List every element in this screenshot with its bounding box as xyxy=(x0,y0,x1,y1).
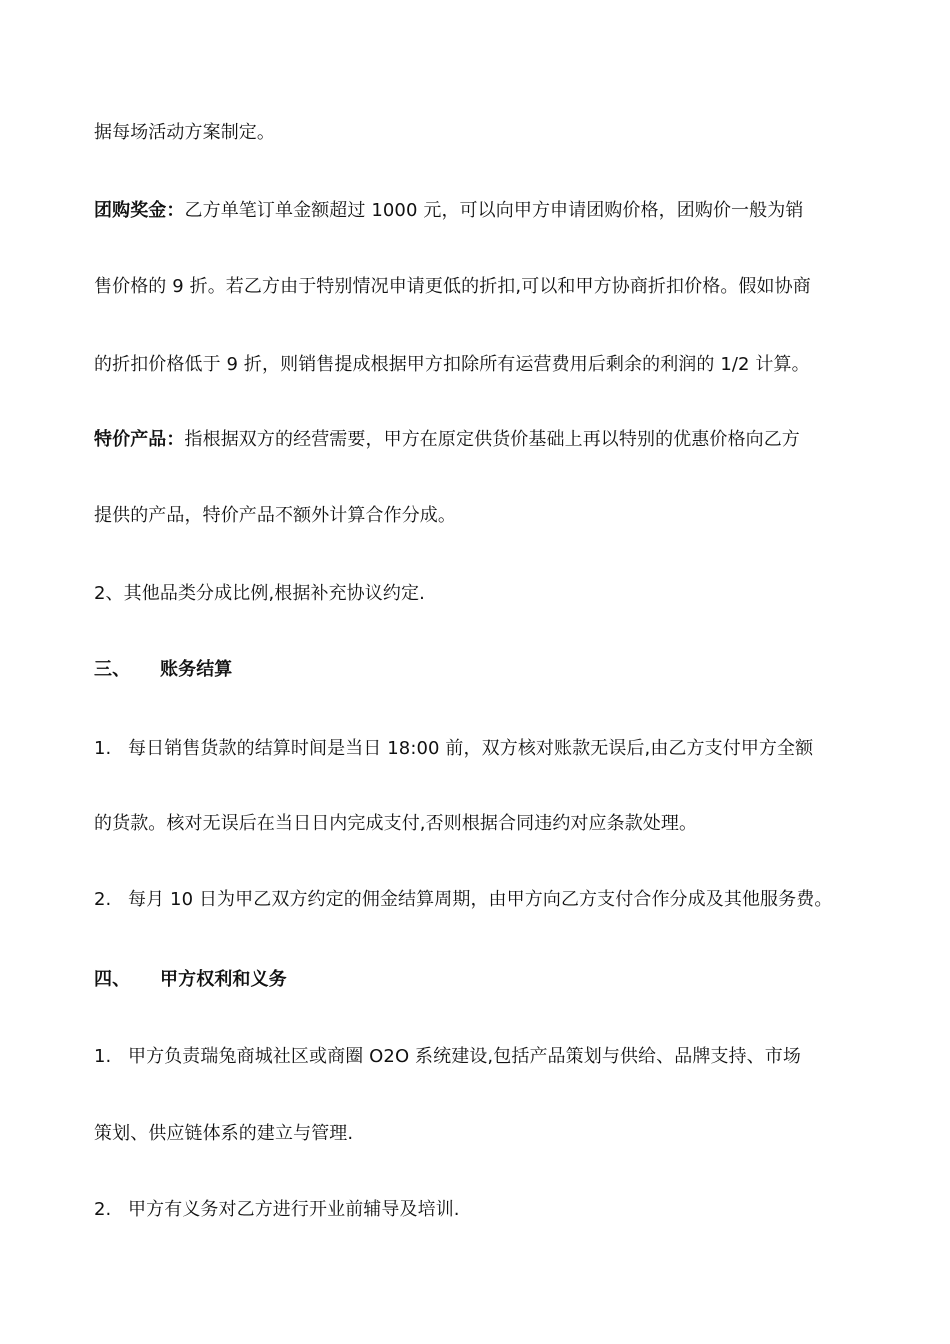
list-number: 1. xyxy=(94,738,112,759)
paragraph-line xyxy=(94,121,864,145)
paragraph-line xyxy=(94,353,864,377)
text: 售价格的 9 折。若乙方由于特别情况申请更低的折扣,可以和甲方协商折扣价格。假如协商 xyxy=(94,276,811,297)
list-number: 2. xyxy=(94,889,112,910)
text: 2、其他品类分成比例,根据补充协议约定. xyxy=(94,583,425,604)
paragraph-line xyxy=(94,275,864,299)
list-item xyxy=(94,1198,864,1222)
section-heading-3 xyxy=(94,658,864,682)
list-number: 2. xyxy=(94,1199,112,1220)
paragraph-line xyxy=(94,504,864,528)
group-bonus-paragraph xyxy=(94,199,864,223)
section-title: 甲方权利和义务 xyxy=(160,969,287,990)
paragraph-line xyxy=(94,1122,864,1146)
text: 的货款。核对无误后在当日日内完成支付,否则根据合同违约对应条款处理。 xyxy=(94,813,698,834)
special-product-label: 特价产品： xyxy=(94,429,185,450)
text: 据每场活动方案制定。 xyxy=(94,122,275,143)
text: 每月 10 日为甲乙双方约定的佣金结算周期，由甲方向乙方支付合作分成及其他服务费。 xyxy=(128,889,833,910)
section-number: 四、 xyxy=(94,969,131,990)
text: 甲方负责瑞兔商城社区或商圈 O2O 系统建设,包括产品策划与供给、品牌支持、市场 xyxy=(128,1046,801,1067)
group-bonus-label: 团购奖金： xyxy=(94,200,185,221)
list-number: 1. xyxy=(94,1046,112,1067)
text: 乙方单笔订单金额超过 1000 元，可以向甲方申请团购价格，团购价一般为销 xyxy=(184,200,804,221)
special-product-paragraph xyxy=(94,428,864,452)
list-item xyxy=(94,737,864,761)
text: 每日销售货款的结算时间是当日 18:00 前，双方核对账款无误后,由乙方支付甲方全额 xyxy=(128,738,814,759)
text: 提供的产品，特价产品不额外计算合作分成。 xyxy=(94,505,456,526)
text: 甲方有义务对乙方进行开业前辅导及培训. xyxy=(128,1199,460,1220)
text: 策划、供应链体系的建立与管理. xyxy=(94,1123,354,1144)
list-item xyxy=(94,1045,864,1069)
section-title: 账务结算 xyxy=(160,659,233,680)
section-heading-4 xyxy=(94,968,864,992)
section-number: 三、 xyxy=(94,659,131,680)
text: 指根据双方的经营需要，甲方在原定供货价基础上再以特别的优惠价格向乙方 xyxy=(184,429,800,450)
paragraph-line xyxy=(94,812,864,836)
paragraph-line xyxy=(94,582,864,606)
list-item xyxy=(94,888,864,912)
text: 的折扣价格低于 9 折，则销售提成根据甲方扣除所有运营费用后剩余的利润的 1/2 计算。 xyxy=(94,354,810,375)
